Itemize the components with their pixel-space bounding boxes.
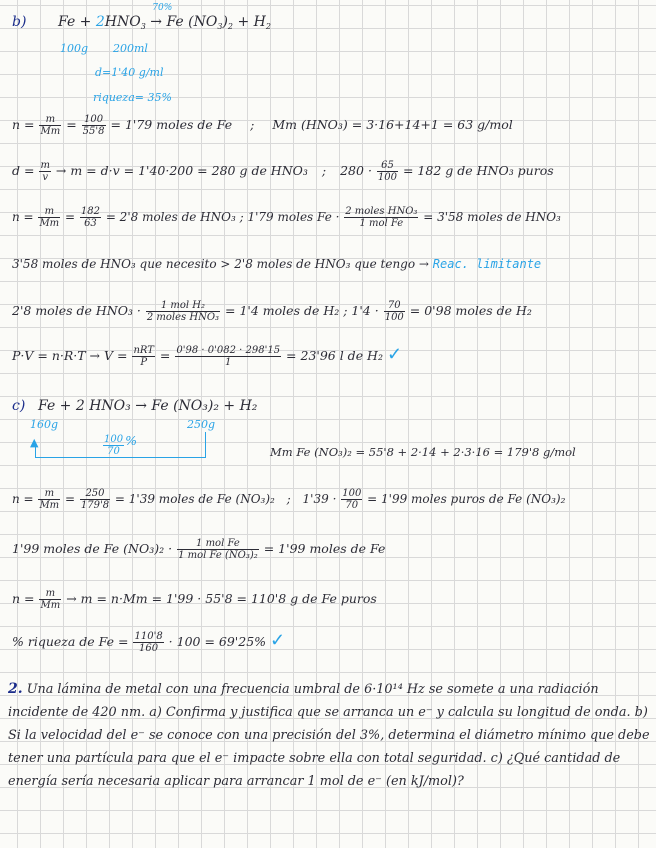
fraction: [146, 300, 220, 323]
yield-fraction-c: [102, 433, 137, 457]
yield-bracket-right: [205, 432, 206, 458]
yield-bracket-bottom: [35, 457, 206, 458]
numerator: m: [39, 114, 61, 126]
reaction-reagent: HNO: [104, 14, 141, 30]
calc-line-c3: [12, 588, 377, 611]
separator: ;: [250, 117, 255, 132]
fraction: [133, 631, 163, 654]
denominator: 55'8: [82, 126, 105, 137]
numerator: nRT: [133, 345, 154, 356]
denominator: 100: [377, 172, 397, 183]
reaction-product-sub2: 2: [227, 22, 233, 31]
mass-product-c: 250g: [187, 418, 216, 431]
calc-line-b5: [12, 300, 532, 323]
reaction-equation-b: $Fe + 2HNO_3$ 70% → Fe $(NO_3)_2 + H_2$: [58, 3, 271, 31]
denominator: v: [42, 172, 48, 183]
text-fragment: = 0'98 moles de H₂: [409, 303, 532, 318]
text-fragment: = 1'39 moles de Fe (NO₃)₂: [114, 492, 275, 506]
numerator: 2 moles HNO₃: [345, 206, 418, 217]
denominator: P: [140, 357, 148, 368]
text-fragment: n =: [12, 210, 34, 224]
denominator: 70: [107, 446, 120, 457]
denominator: Mm: [40, 126, 61, 137]
numerator: m: [40, 160, 50, 171]
fraction: [384, 300, 405, 323]
percent-sign: %: [125, 433, 137, 448]
denominator: 1: [225, 357, 232, 368]
fraction: [38, 488, 60, 511]
text-fragment: 2'8 moles de HNO₃ ·: [12, 303, 141, 318]
reaction-fe: Fe +: [58, 14, 92, 30]
molar-mass-c: Mm Fe (NO₃)₂ = 55'8 + 2·14 + 2·3·16 = 179'8 g/mol: [270, 445, 576, 459]
reaction-h2: + H: [237, 14, 266, 30]
calc-line-c4: [12, 630, 285, 654]
text-fragment: Mm (HNO₃) = 3·16+14+1 = 63 g/mol: [272, 117, 513, 132]
text-fragment: n =: [12, 591, 35, 606]
text-fragment: P·V = n·R·T → V =: [12, 348, 128, 363]
checkmark-icon: ✓: [386, 344, 403, 365]
reaction-reagent-sub: 3: [140, 22, 146, 31]
problem-text: Una lámina de metal con una frecuencia umbral de 6·10¹⁴ Hz se somete a una radiación incidente de 420 nm. a) Confirma y justifica que se arranca un e⁻ y calcula su longitud de onda. b) Si la velocidad del e⁻ se conoce con una precisión del 3%, determina el diámetro mínimo que debe tener una partícula para que el e⁻ impacte sobre ella con total seguridad. c) ¿Qué cantidad de energía sería necesaria aplicar para arrancar 1 mol de e⁻ (en kJ/mol)?: [8, 682, 650, 789]
text-fragment: 1'4 ·: [351, 303, 379, 318]
text-fragment: → m = d·v = 1'40·200 = 280 g de HNO₃: [55, 163, 308, 178]
fraction: [377, 160, 398, 183]
fraction: [80, 206, 101, 229]
given-density: d=1'40 g/ml: [95, 66, 164, 79]
numerator: 250: [80, 488, 110, 500]
denominator: 63: [84, 218, 97, 229]
fraction: [80, 488, 110, 511]
numerator: 100: [342, 488, 362, 499]
denominator: 100: [384, 312, 404, 323]
numerator: 65: [377, 160, 398, 172]
part-b-label: b): [12, 14, 27, 30]
denominator: 179'8: [80, 500, 110, 511]
fraction: [103, 434, 124, 457]
text-fragment: = 1'4 moles de H₂ ;: [225, 303, 348, 318]
reaction-equation-c: Fe + 2 HNO₃ → Fe (NO₃)₂ + H₂: [38, 398, 258, 414]
given-volume: 200ml: [113, 42, 148, 55]
text-fragment: = 1'99 moles de Fe: [263, 541, 386, 556]
denominator: Mm: [39, 218, 60, 229]
text-fragment: n =: [12, 492, 34, 506]
problem-number: 2.: [8, 681, 23, 697]
text-fragment: 3'58 moles de HNO₃ que necesito > 2'8 moles de HNO₃ que tengo →: [12, 257, 429, 271]
text-fragment: 280 ·: [340, 163, 372, 178]
denominator: 70: [345, 500, 359, 511]
text-fragment: = 182 g de HNO₃ puros: [402, 163, 554, 178]
yield-label: 70%: [152, 3, 173, 13]
fraction: [341, 488, 362, 511]
denominator: Mm: [40, 600, 61, 611]
text-fragment: = 3'58 moles de HNO₃: [423, 210, 561, 224]
text-fragment: d =: [12, 163, 35, 178]
text-fragment: 1'99 moles de Fe (NO₃)₂ ·: [12, 541, 173, 556]
denominator: 160: [139, 643, 159, 654]
fraction: [132, 345, 154, 368]
problem-2-statement: [8, 678, 652, 793]
given-mass: 100g: [60, 42, 89, 55]
given-purity: riqueza= 35%: [93, 91, 172, 104]
text-fragment: =: [65, 492, 76, 506]
numerator: m: [39, 588, 61, 600]
denominator: 1 mol Fe (NO₃)₂: [178, 550, 258, 561]
text-fragment: =: [66, 117, 77, 132]
fraction: [39, 160, 50, 183]
text-fragment: =: [159, 348, 171, 363]
reaction-product: Fe (NO: [166, 14, 218, 30]
numerator: 70: [384, 300, 405, 312]
numerator: 0'98 · 0'082 · 298'15: [176, 345, 281, 356]
calc-line-b3: [12, 206, 561, 229]
numerator: 1 mol Fe: [177, 538, 259, 550]
fraction: [38, 206, 60, 229]
denominator: Mm: [39, 500, 60, 511]
denominator: 1 mol Fe: [359, 218, 404, 229]
numerator: 100: [104, 434, 124, 445]
numerator: 182: [80, 206, 100, 217]
fraction: [177, 538, 259, 561]
text-fragment: = 23'96 l de H₂: [286, 348, 383, 363]
text-fragment: · 100 = 69'25%: [168, 634, 267, 649]
numerator: 100: [82, 114, 106, 126]
text-fragment: = 2'8 moles de HNO₃ ;: [105, 210, 244, 224]
calc-line-b2: [12, 160, 554, 183]
denominator: 2 moles HNO₃: [146, 312, 220, 323]
reaction-h2-sub: 2: [265, 22, 271, 31]
calc-line-c2: [12, 538, 385, 561]
checkmark-icon: ✓: [270, 630, 286, 651]
calc-line-b1: [12, 114, 513, 137]
text-fragment: % riqueza de Fe =: [12, 634, 129, 649]
arrowhead-icon: ▲: [30, 436, 39, 449]
separator: ;: [286, 492, 291, 506]
text-fragment: = 1'99 moles puros de Fe (NO₃)₂: [367, 492, 566, 506]
text-fragment: 1'39 ·: [302, 492, 337, 506]
text-fragment: → m = n·Mm = 1'99 · 55'8 = 110'8 g de Fe puros: [66, 591, 377, 606]
separator: ;: [321, 163, 327, 178]
numerator: 1 mol H₂: [146, 300, 220, 312]
fraction: [175, 345, 281, 368]
mass-fe-c: 160g: [30, 418, 59, 431]
numerator: m: [38, 488, 60, 500]
calc-line-b6: [12, 344, 402, 368]
part-c-label: c): [12, 398, 26, 414]
numerator: 110'8: [134, 631, 163, 642]
reaction-coefficient: 2: [95, 14, 105, 30]
text-fragment: =: [65, 210, 76, 224]
text-fragment: 1'79 moles Fe ·: [247, 210, 340, 224]
fraction: [344, 206, 418, 229]
calc-line-c1: [12, 488, 565, 511]
calc-line-b4: [12, 257, 541, 271]
fraction: [39, 114, 61, 137]
fraction: [39, 588, 61, 611]
reaction-product-sub: 3: [217, 22, 223, 31]
text-fragment: = 1'79 moles de Fe: [110, 117, 233, 132]
numerator: m: [38, 206, 60, 218]
fraction: [82, 114, 106, 137]
text-fragment: n =: [12, 117, 35, 132]
limiting-reagent-note: Reac. limitante: [432, 257, 542, 271]
